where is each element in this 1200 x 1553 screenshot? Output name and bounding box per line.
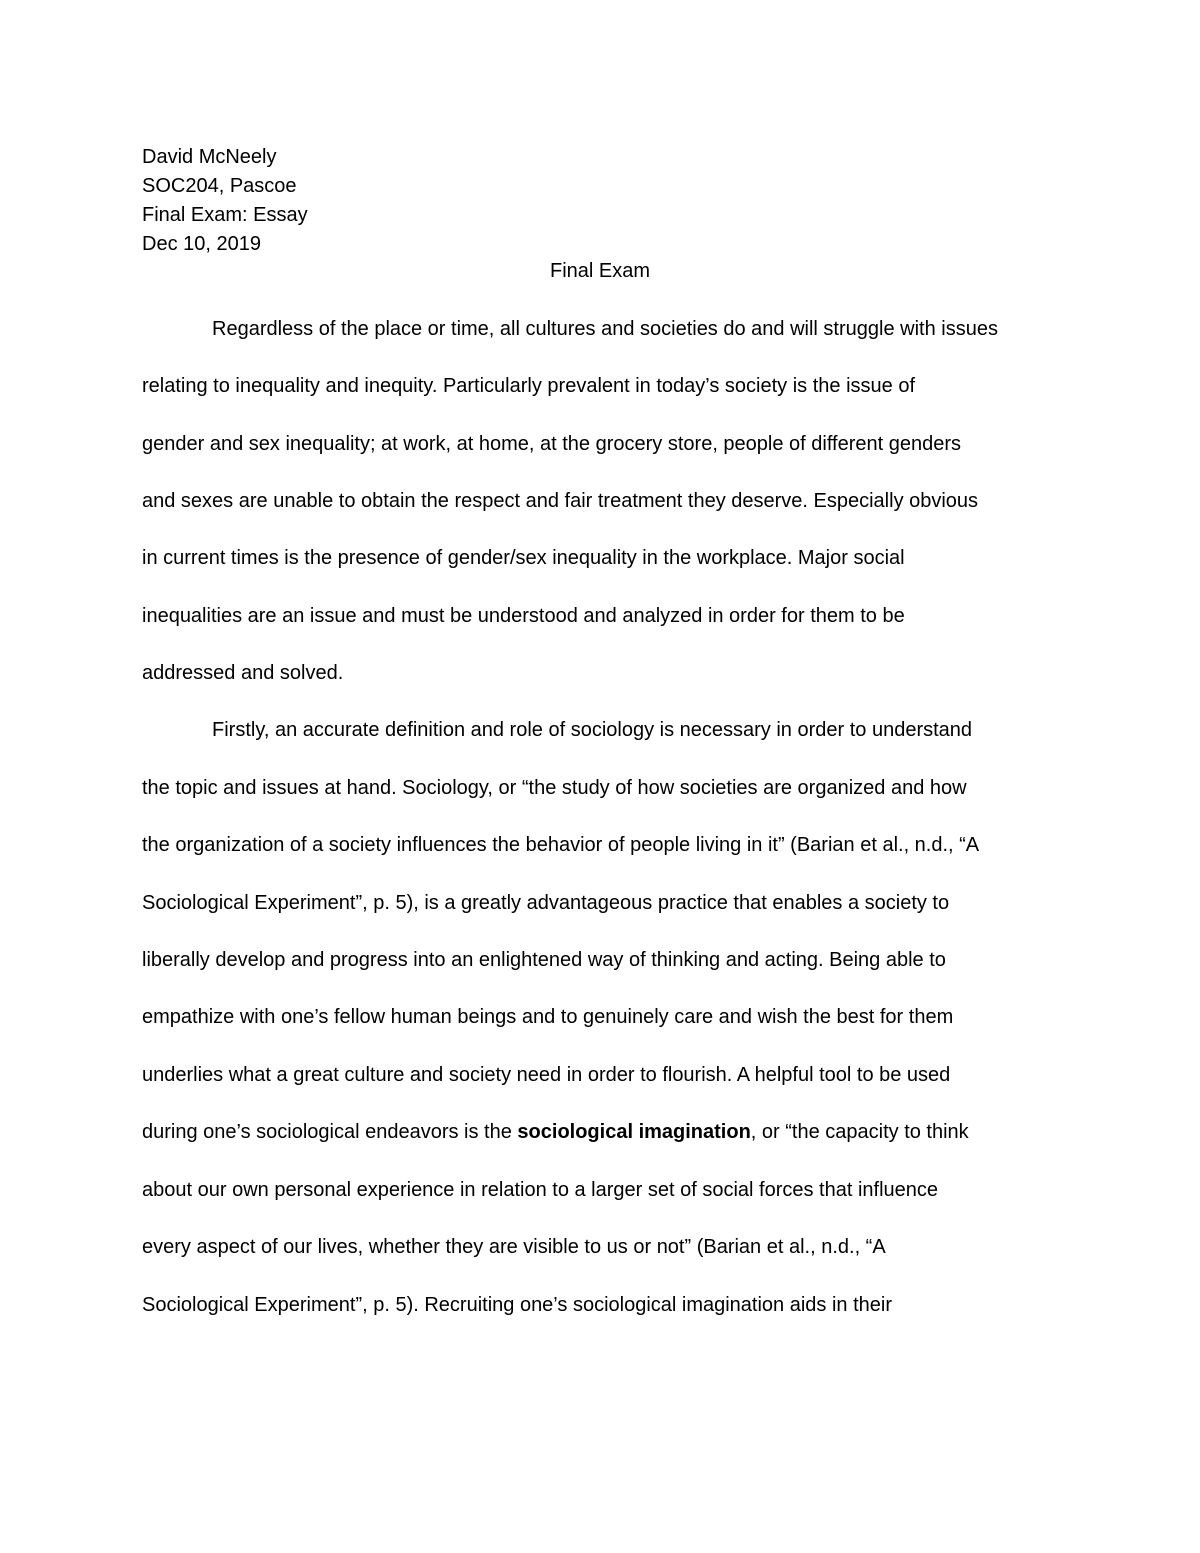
paragraph-line: and sexes are unable to obtain the respect and fair treatment they deserve. Especially obvious bbox=[142, 490, 979, 512]
paragraph-line: relating to inequality and inequity. Particularly prevalent in today’s society is the issue of bbox=[142, 375, 916, 397]
paragraph-line: Regardless of the place or time, all cultures and societies do and will struggle with issues bbox=[212, 318, 998, 340]
document-title: Final Exam bbox=[549, 260, 651, 282]
paragraph-line-with-term bbox=[142, 1118, 969, 1147]
paragraph-line: Sociological Experiment”, p. 5), is a greatly advantageous practice that enables a society to bbox=[142, 892, 950, 914]
paragraph-line: every aspect of our lives, whether they are visible to us or not” (Barian et al., n.d., “A bbox=[142, 1236, 886, 1258]
paragraph-line: gender and sex inequality; at work, at home, at the grocery store, people of different genders bbox=[142, 433, 962, 455]
paragraph-line: Firstly, an accurate definition and role of sociology is necessary in order to understand bbox=[212, 719, 973, 741]
assignment-name: Final Exam: Essay bbox=[142, 204, 308, 226]
paragraph-line: the organization of a society influences the behavior of people living in it” (Barian et al., n.d., “A bbox=[142, 834, 980, 856]
paragraph-line: liberally develop and progress into an enlightened way of thinking and acting. Being able to bbox=[142, 949, 946, 971]
paragraph-line: the topic and issues at hand. Sociology, or “the study of how societies are organized and how bbox=[142, 777, 967, 799]
submission-date: Dec 10, 2019 bbox=[142, 233, 261, 255]
paragraph-line: inequalities are an issue and must be understood and analyzed in order for them to be bbox=[142, 605, 905, 627]
line-text-after: , or “the capacity to think bbox=[750, 1121, 969, 1143]
paragraph-line: about our own personal experience in relation to a larger set of social forces that influence bbox=[142, 1179, 939, 1201]
paragraph-line: underlies what a great culture and society need in order to flourish. A helpful tool to be used bbox=[142, 1064, 951, 1086]
author-name: David McNeely bbox=[142, 146, 277, 168]
paragraph-line: empathize with one’s fellow human beings and to genuinely care and wish the best for them bbox=[142, 1006, 954, 1028]
line-text-before: during one’s sociological endeavors is the bbox=[142, 1121, 518, 1143]
paragraph-line: Sociological Experiment”, p. 5). Recruiting one’s sociological imagination aids in their bbox=[142, 1294, 893, 1316]
paragraph-line: addressed and solved. bbox=[142, 662, 344, 684]
bold-term: sociological imagination bbox=[517, 1121, 751, 1143]
course-info: SOC204, Pascoe bbox=[142, 175, 297, 197]
header-block bbox=[142, 143, 308, 259]
paragraph-line: in current times is the presence of gender/sex inequality in the workplace. Major social bbox=[142, 547, 905, 569]
